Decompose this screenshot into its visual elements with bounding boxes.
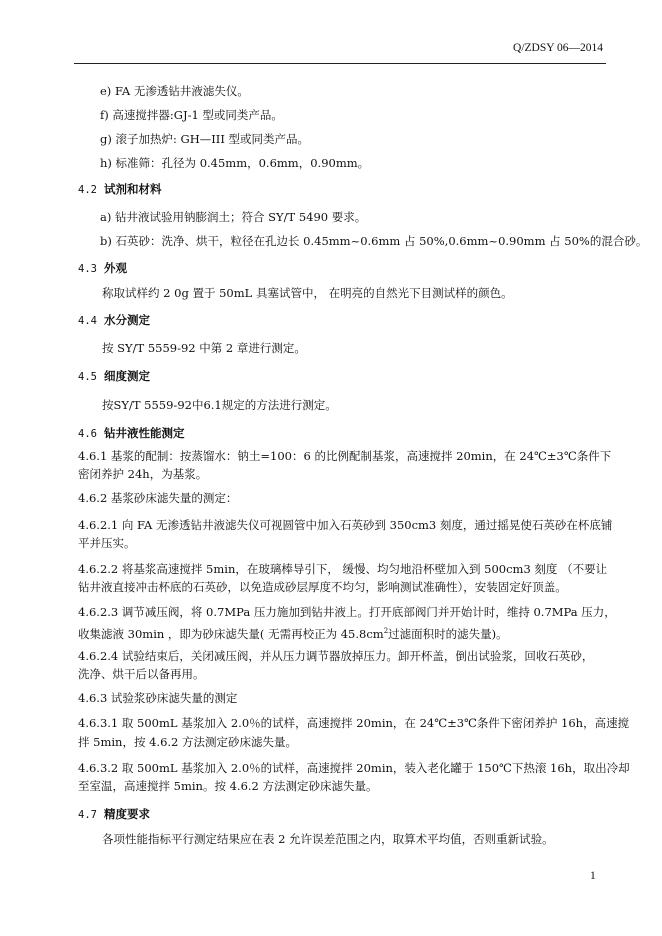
section-4-7-heading (78, 806, 150, 822)
clause-4-6-3-2-line-1: 4.6.3.2 取 500mL 基浆加入 2.0％的试样，高速搅拌 20min，装入老化罐于 150℃下热滚 16h，取出冷却 (78, 761, 630, 775)
clause-4-6-1-line-1: 4.6.1 基浆的配制：按蒸馏水：钠土=100：6 的比例配制基浆，高速搅拌 20min，在 24℃±3℃条件下 (78, 449, 612, 463)
clause-4-6-3-2-line-2: 至室温，高速搅拌 5min。按 4.6.2 方法测定砂床滤失量。 (78, 779, 378, 793)
list-item-g: g) 滚子加热炉: GH—III 型或同类产品。 (100, 132, 310, 146)
clause-4-6-3-1-line-2: 拌 5min，按 4.6.2 方法测定砂床滤失量。 (78, 735, 298, 749)
section-title: 外观 (104, 261, 127, 275)
clause-4-6-2-4-line-1: 4.6.2.4 试验结束后，关闭减压阀，并从压力调节器放掉压力。卸开杯盖，倒出试验浆，回收石英砂， (78, 649, 594, 663)
section-title: 精度要求 (104, 807, 150, 821)
clause-4-6-2-2-line-1: 4.6.2.2 将基浆高速搅拌 5min，在玻璃棒导引下， 缓慢、均匀地沿杯壁加入到 500cm3 刻度 （不要让 (78, 562, 608, 576)
clause-4-6-3-1-line-1: 4.6.3.1 取 500mL 基浆加入 2.0％的试样，高速搅拌 20min，在 24℃±3℃条件下密闭养护 16h，高速搅 (78, 716, 630, 730)
clause-4-6-3: 4.6.3 试验浆砂床滤失量的测定 (78, 691, 238, 705)
section-number: 4.3 (78, 263, 97, 275)
section-4-5-heading (78, 368, 150, 384)
section-4-3-heading (78, 260, 127, 276)
section-title: 水分测定 (104, 313, 150, 327)
list-item-h: h) 标准筛：孔径为 0.45mm，0.6mm，0.90mm。 (100, 156, 370, 170)
list-item-f: f) 高速搅拌器:GJ-1 型或同类产品。 (100, 108, 283, 122)
list-item-a: a) 钻井液试验用钠膨润土；符合 SY/T 5490 要求。 (100, 210, 367, 224)
section-number: 4.5 (78, 371, 97, 383)
section-4-5-text: 按SY/T 5559-92中6.1规定的方法进行测定。 (102, 398, 337, 412)
list-item-b: b) 石英砂：洗净、烘干，粒径在孔边长 0.45mm~0.6mm 占 50%,0.6mm~0.90mm 占 50%的混合砂。 (100, 234, 648, 248)
section-title: 试剂和材料 (104, 182, 162, 196)
section-4-3-text: 称取试样约 2 0g 置于 50mL 具塞试管中， 在明亮的自然光下目测试样的颜色。 (102, 286, 513, 300)
section-title: 细度测定 (104, 369, 150, 383)
section-4-6-heading (78, 425, 185, 441)
clause-4-6-2-4-line-2: 洗净、烘干后以备再用。 (78, 667, 205, 681)
section-title: 钻井液性能测定 (104, 426, 185, 440)
page-number: 1 (590, 870, 596, 882)
clause-4-6-2-3-line-1: 4.6.2.3 调节减压阀，将 0.7MPa 压力施加到钻井液上。打开底部阀门并开始计时，维持 0.7MPa 压力， (78, 605, 616, 619)
header-rule (74, 63, 606, 64)
section-4-2-heading (78, 181, 162, 197)
clause-4-6-1-line-2: 密闭养护 24h，为基浆。 (78, 467, 208, 481)
section-number: 4.7 (78, 809, 97, 821)
section-4-7-text: 各项性能指标平行测定结果应在表 2 允许误差范围之内，取算术平均值，否则重新试验。 (102, 832, 554, 846)
clause-4-6-2-3-text-b: 过滤面积时的滤失量)。 (388, 626, 508, 641)
list-item-e: e) FA 无渗透钻井液滤失仪。 (100, 84, 249, 98)
section-4-4-text: 按 SY/T 5559-92 中第 2 章进行测定。 (102, 341, 306, 355)
section-number: 4.4 (78, 315, 97, 327)
clause-4-6-2-3-text-a: 收集滤液 30min ，即为砂床滤失量( 无需再校正为 45.8cm (78, 626, 384, 641)
section-4-4-heading (78, 312, 150, 328)
clause-4-6-2-1-line-2: 平并压实。 (78, 536, 136, 550)
clause-4-6-2: 4.6.2 基浆砂床滤失量的测定： (78, 491, 238, 505)
clause-4-6-2-1-line-1: 4.6.2.1 向 FA 无渗透钻井液滤失仪可视圆管中加入石英砂到 350cm3 刻度，通过摇晃使石英砂在杯底铺 (78, 518, 613, 532)
standard-code: Q/ZDSY 06—2014 (513, 42, 603, 54)
section-number: 4.6 (78, 428, 97, 440)
clause-4-6-2-2-line-2: 钻井液直接冲击杯底的石英砂，以免造成砂层厚度不均匀，影响测试准确性），安装固定好顶盖。 (78, 580, 567, 594)
clause-4-6-2-3-line-2 (78, 622, 508, 644)
section-number: 4.2 (78, 184, 97, 196)
superscript-2: 2 (383, 627, 389, 635)
